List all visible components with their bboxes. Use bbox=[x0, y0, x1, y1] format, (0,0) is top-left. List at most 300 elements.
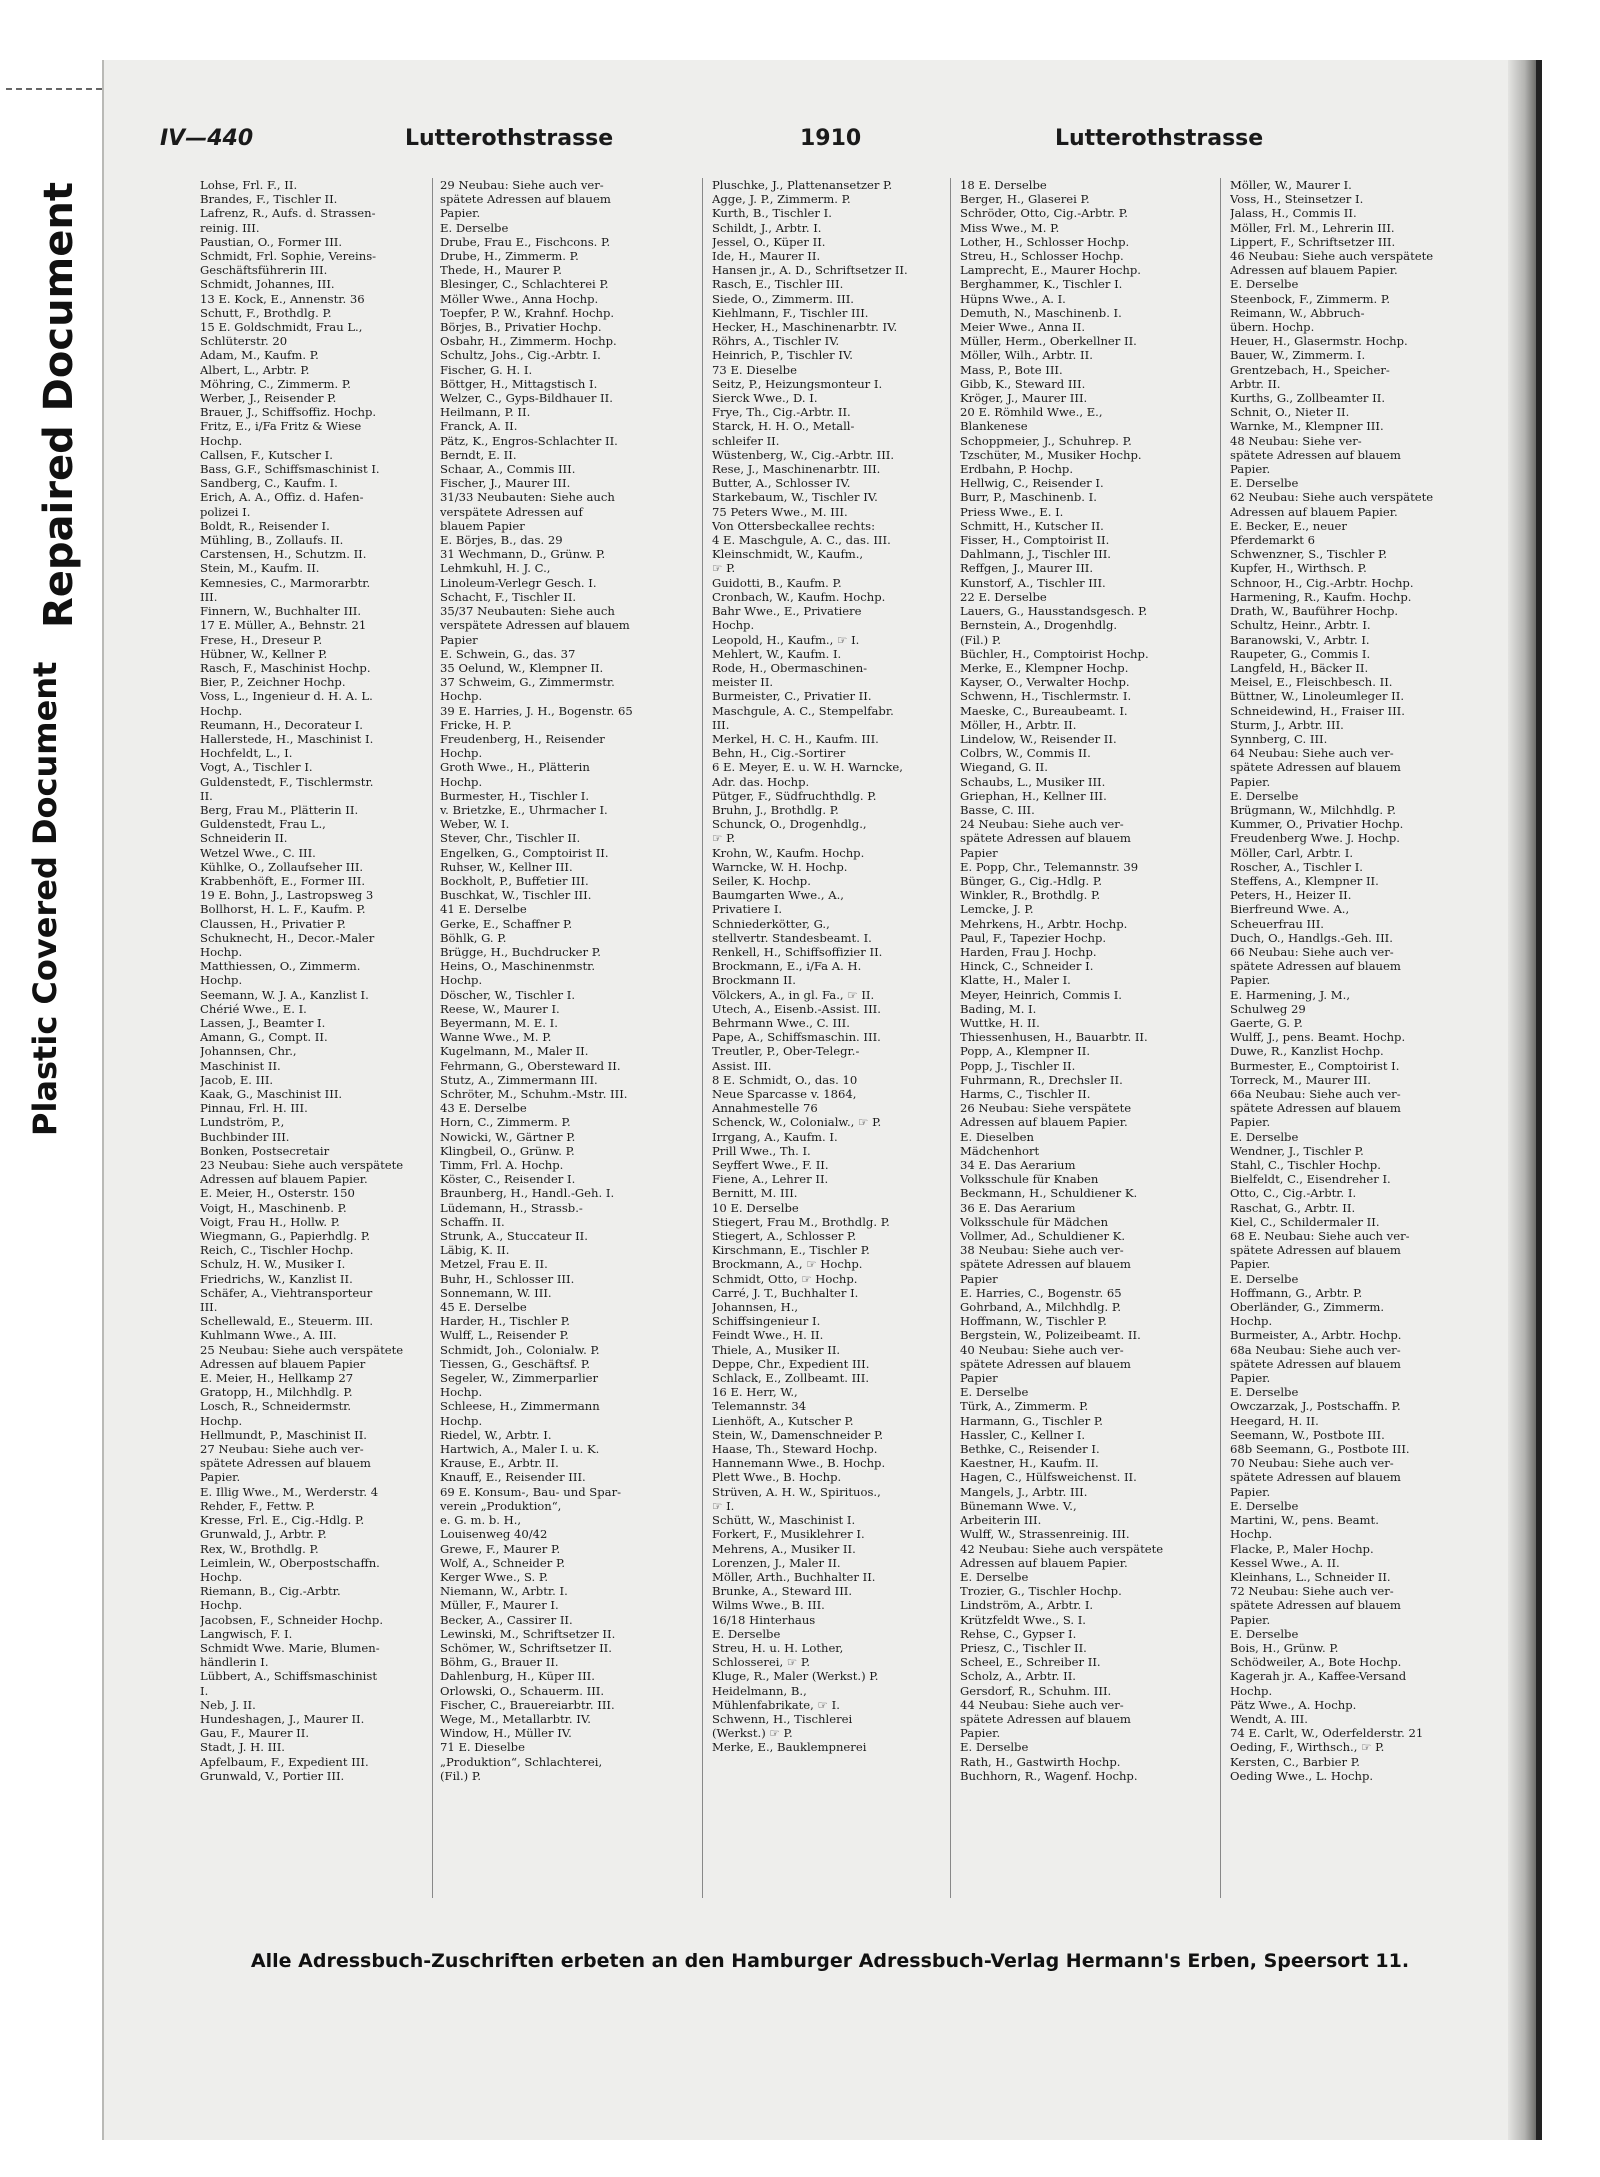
directory-entry: Berger, H., Glaserei P. bbox=[960, 192, 1090, 207]
directory-entry: 44 Neubau: Siehe auch ver- bbox=[960, 1697, 1124, 1712]
directory-entry: Mühlenfabrikate, ☞ I. bbox=[712, 1697, 840, 1712]
directory-entry: Schoppmeier, J., Schuhrep. P. bbox=[960, 433, 1132, 448]
directory-entry: Schnoor, H., Cig.-Arbtr. Hochp. bbox=[1230, 575, 1414, 590]
directory-entry: Knauff, E., Reisender III. bbox=[440, 1470, 586, 1485]
directory-entry: Bahr Wwe., E., Privatiere bbox=[712, 604, 862, 619]
directory-entry: Freudenberg, H., Reisender bbox=[440, 731, 605, 746]
directory-entry: Bünemann Wwe. V., bbox=[960, 1498, 1077, 1513]
directory-entry: 34 E. Das Aerarium bbox=[960, 1158, 1076, 1173]
directory-entry: Papier. bbox=[200, 1470, 241, 1485]
directory-entry: Bier, P., Zeichner Hochp. bbox=[200, 675, 346, 690]
directory-entry: Becker, A., Cassirer II. bbox=[440, 1612, 573, 1627]
directory-entry: Kuhlmann Wwe., A. III. bbox=[200, 1328, 337, 1343]
directory-entry: Mehrens, A., Musiker II. bbox=[712, 1541, 856, 1556]
directory-entry: Lorenzen, J., Maler II. bbox=[712, 1555, 841, 1570]
directory-entry: Schleese, H., Zimmermann bbox=[440, 1399, 600, 1414]
directory-entry: Wüstenberg, W., Cig.-Arbtr. III. bbox=[712, 447, 895, 462]
directory-entry: Finnern, W., Buchhalter III. bbox=[200, 604, 362, 619]
directory-entry: Schneidewind, H., Fraiser III. bbox=[1230, 703, 1405, 718]
directory-entry: spätete Adressen auf blauem bbox=[960, 1711, 1131, 1726]
directory-entry: Bierfreund Wwe. A., bbox=[1230, 902, 1350, 917]
directory-entry: Segeler, W., Zimmerparlier bbox=[440, 1371, 599, 1386]
directory-entry: Wilms Wwe., B. III. bbox=[712, 1598, 825, 1613]
directory-entry: Wendner, J., Tischler P. bbox=[1230, 1143, 1364, 1158]
directory-entry: spätete Adressen auf blauem bbox=[960, 1356, 1131, 1371]
directory-entry: Neb, J. II. bbox=[200, 1697, 256, 1712]
directory-entry: Kresse, Frl. E., Cig.-Hdlg. P. bbox=[200, 1513, 365, 1528]
directory-entry: Wetzel Wwe., C. III. bbox=[200, 845, 316, 860]
directory-entry: Lundström, P., bbox=[200, 1115, 285, 1130]
directory-entry: Schiffsingenieur I. bbox=[712, 1314, 821, 1329]
directory-entry: spätete Adressen auf blauem bbox=[1230, 1470, 1401, 1485]
directory-entry: Synnberg, C. III. bbox=[1230, 731, 1328, 746]
directory-entry: Voss, H., Steinsetzer I. bbox=[1230, 192, 1364, 207]
directory-entry: Lüdemann, H., Strassb.- bbox=[440, 1200, 583, 1215]
directory-entry: Brockmann, E., i/Fa A. H. bbox=[712, 959, 862, 974]
directory-entry: Kupfer, H., Wirthsch. P. bbox=[1230, 561, 1367, 576]
directory-entry: Bruhn, J., Brothdlg. P. bbox=[712, 802, 839, 817]
directory-entry: Schwenzner, S., Tischler P. bbox=[1230, 547, 1388, 562]
directory-entry: 62 Neubau: Siehe auch verspätete bbox=[1230, 490, 1434, 505]
directory-entry: Braunberg, H., Handl.-Geh. I. bbox=[440, 1186, 615, 1201]
directory-entry: Apfelbaum, F., Expedient III. bbox=[200, 1754, 369, 1769]
directory-entry: Harder, H., Tischler P. bbox=[440, 1314, 570, 1329]
directory-entry: spätete Adressen auf blauem bbox=[1230, 959, 1401, 974]
directory-entry: Meyer, Heinrich, Commis I. bbox=[960, 987, 1122, 1002]
directory-entry: Flacke, P., Maler Hochp. bbox=[1230, 1541, 1374, 1556]
directory-entry: Drath, W., Bauführer Hochp. bbox=[1230, 604, 1399, 619]
directory-entry: Brauer, J., Schiffsoffiz. Hochp. bbox=[200, 405, 377, 420]
directory-entry: Kühlke, O., Zollaufseher III. bbox=[200, 859, 364, 874]
directory-entry: Pütger, F., Südfruchthdlg. P. bbox=[712, 788, 877, 803]
directory-entry: Maeske, C., Bureaubeamt. I. bbox=[960, 703, 1128, 718]
directory-entry: Böttger, H., Mittagstisch I. bbox=[440, 376, 598, 391]
directory-entry: Pferdemarkt 6 bbox=[1230, 533, 1315, 548]
directory-entry: 19 E. Bohn, J., Lastropsweg 3 bbox=[200, 888, 374, 903]
directory-entry: Erdbahn, P. Hochp. bbox=[960, 462, 1074, 477]
directory-entry: Trozier, G., Tischler Hochp. bbox=[960, 1584, 1122, 1599]
year-heading: 1910 bbox=[800, 126, 862, 151]
directory-entry: 16 E. Herr, W., bbox=[712, 1385, 798, 1400]
directory-entry: Warncke, W. H. Hochp. bbox=[712, 859, 848, 874]
directory-entry: Guldenstedt, F., Tischlermstr. bbox=[200, 774, 374, 789]
directory-entry: Heilmann, P. II. bbox=[440, 405, 531, 420]
directory-entry: Fuhrmann, R., Drechsler II. bbox=[960, 1072, 1123, 1087]
directory-entry: Burr, P., Maschinenb. I. bbox=[960, 490, 1097, 505]
directory-entry: Toepfer, P. W., Krahnf. Hochp. bbox=[440, 305, 615, 320]
directory-entry: 22 E. Derselbe bbox=[960, 589, 1047, 604]
directory-entry: 35 Oelund, W., Klempner II. bbox=[440, 660, 604, 675]
directory-entry: Franck, A. II. bbox=[440, 419, 518, 434]
directory-entry: Irrgang, A., Kaufm. I. bbox=[712, 1129, 838, 1144]
directory-entry: Buchhorn, R., Wagenf. Hochp. bbox=[960, 1768, 1138, 1783]
page-header bbox=[160, 126, 1460, 166]
directory-entry: Wulff, J., pens. Beamt. Hochp. bbox=[1230, 1030, 1406, 1045]
directory-entry: Horn, C., Zimmerm. P. bbox=[440, 1115, 571, 1130]
directory-entry: 29 Neubau: Siehe auch ver- bbox=[440, 178, 604, 192]
directory-entry: Fisser, H., Comptoirist II. bbox=[960, 533, 1110, 548]
directory-entry: Rex, W., Brothdlg. P. bbox=[200, 1541, 319, 1556]
directory-entry: Scheuerfrau III. bbox=[1230, 916, 1324, 931]
directory-entry: Möller, H., Arbtr. II. bbox=[960, 717, 1077, 732]
directory-entry: Streu, H. u. H. Lother, bbox=[712, 1640, 844, 1655]
directory-entry: 35/37 Neubauten: Siehe auch bbox=[440, 604, 615, 619]
directory-entry: 24 Neubau: Siehe auch ver- bbox=[960, 817, 1124, 832]
column-rule bbox=[950, 178, 951, 1898]
directory-entry: Wege, M., Metallarbtr. IV. bbox=[440, 1711, 591, 1726]
directory-entry: Gerke, E., Schaffner P. bbox=[440, 916, 573, 931]
directory-entry: Berg, Frau M., Plätterin II. bbox=[200, 802, 359, 817]
directory-entry: Engelken, G., Comptoirist II. bbox=[440, 845, 609, 860]
directory-entry: Lienhöft, A., Kutscher P. bbox=[712, 1413, 854, 1428]
directory-entry: Bauer, W., Zimmerm. I. bbox=[1230, 348, 1366, 363]
directory-entry: Müller, Herm., Oberkellner II. bbox=[960, 334, 1137, 349]
directory-entry: Kurths, G., Zollbeamter II. bbox=[1230, 391, 1385, 406]
directory-entry: Döscher, W., Tischler I. bbox=[440, 987, 576, 1002]
directory-entry: Kaestner, H., Kaufm. II. bbox=[960, 1456, 1099, 1471]
directory-entry: Boldt, R., Reisender I. bbox=[200, 518, 330, 533]
directory-entry: Albert, L., Arbtr. P. bbox=[200, 362, 310, 377]
directory-entry: Bergstein, W., Polizeibeamt. II. bbox=[960, 1328, 1141, 1343]
directory-entry: Langfeld, H., Bäcker II. bbox=[1230, 660, 1369, 675]
directory-entry: Schacht, F., Tischler II. bbox=[440, 589, 577, 604]
directory-entry: ☞ P. bbox=[712, 831, 736, 846]
directory-entry: Freudenberg Wwe. J. Hochp. bbox=[1230, 831, 1400, 846]
directory-entry: Jacobsen, F., Schneider Hochp. bbox=[200, 1612, 384, 1627]
directory-entry: Thiele, A., Musiker II. bbox=[712, 1342, 841, 1357]
directory-entry: 42 Neubau: Siehe auch verspätete bbox=[960, 1541, 1164, 1556]
directory-entry: spätete Adressen auf blauem bbox=[960, 1257, 1131, 1272]
directory-entry: Gohrband, A., Milchhdlg. P. bbox=[960, 1300, 1122, 1315]
directory-entry: E. Derselbe bbox=[1230, 476, 1299, 491]
directory-entry: III. bbox=[712, 717, 730, 732]
directory-entry: Türk, A., Zimmerm. P. bbox=[960, 1399, 1089, 1414]
directory-entry: E. Popp, Chr., Telemannstr. 39 bbox=[960, 859, 1139, 874]
directory-entry: verspätete Adressen auf blauem bbox=[440, 618, 630, 633]
directory-entry: Lamprecht, E., Maurer Hochp. bbox=[960, 263, 1141, 278]
directory-entry: Schäfer, A., Viehtransporteur bbox=[200, 1285, 373, 1300]
directory-entry: Kagerah jr. A., Kaffee-Versand bbox=[1230, 1669, 1407, 1684]
directory-entry: Brügge, H., Buchdrucker P. bbox=[440, 944, 601, 959]
directory-entry: Möhring, C., Zimmerm. P. bbox=[200, 376, 351, 391]
directory-entry: Hundeshagen, J., Maurer II. bbox=[200, 1711, 365, 1726]
directory-entry: Wuttke, H. II. bbox=[960, 1015, 1040, 1030]
directory-entry: Sierck Wwe., D. I. bbox=[712, 391, 818, 406]
directory-entry: Wulff, W., Strassenreinig. III. bbox=[960, 1527, 1130, 1542]
directory-entry: 31 Wechmann, D., Grünw. P. bbox=[440, 547, 606, 562]
directory-entry: Heuer, H., Glasermstr. Hochp. bbox=[1230, 334, 1408, 349]
directory-entry: Butter, A., Schlosser IV. bbox=[712, 476, 851, 491]
directory-entry: Schultz, Johs., Cig.-Arbtr. I. bbox=[440, 348, 601, 363]
directory-entry: 66 Neubau: Siehe auch ver- bbox=[1230, 944, 1394, 959]
directory-entry: spätete Adressen auf blauem bbox=[1230, 760, 1401, 775]
directory-entry: 26 Neubau: Siehe verspätete bbox=[960, 1101, 1132, 1116]
street-heading-right: Lutterothstrasse bbox=[1055, 126, 1264, 151]
directory-entry: (Fil.) P. bbox=[440, 1768, 482, 1783]
directory-entry: Lehmkuhl, H. J. C., bbox=[440, 561, 551, 576]
directory-entry: Timm, Frl. A. Hochp. bbox=[440, 1158, 564, 1173]
directory-entry: Möller, Arth., Buchhalter II. bbox=[712, 1569, 876, 1584]
directory-entry: Krohn, W., Kaufm. Hochp. bbox=[712, 845, 865, 860]
directory-entry: Schnit, O., Nieter II. bbox=[1230, 405, 1350, 420]
directory-entry: E. Derselbe bbox=[1230, 788, 1299, 803]
repaired-document-label: Repaired Document bbox=[36, 182, 82, 628]
directory-entry: Brügmann, W., Milchhdlg. P. bbox=[1230, 802, 1396, 817]
directory-entry: Heegard, H. II. bbox=[1230, 1413, 1319, 1428]
directory-entry: Schröder, Otto, Cig.-Arbtr. P. bbox=[960, 206, 1128, 221]
directory-entry: Berndt, E. II. bbox=[440, 447, 517, 462]
directory-entry: Kugelmann, M., Maler II. bbox=[440, 1044, 589, 1059]
directory-entry: 72 Neubau: Siehe auch ver- bbox=[1230, 1584, 1394, 1599]
directory-entry: spätete Adressen auf blauem bbox=[1230, 1243, 1401, 1258]
directory-entry: Möller, Frl. M., Lehrerin III. bbox=[1230, 220, 1395, 235]
directory-entry: Schwenn, H., Tischlerei bbox=[712, 1711, 853, 1726]
directory-entry: (Fil.) P. bbox=[960, 632, 1002, 647]
directory-entry: Merke, E., Bauklempnerei bbox=[712, 1740, 867, 1755]
directory-entry: Fricke, H. P. bbox=[440, 717, 512, 732]
directory-entry: E. Derselbe bbox=[1230, 1385, 1299, 1400]
directory-entry: 38 Neubau: Siehe auch ver- bbox=[960, 1243, 1124, 1258]
directory-entry: Lübbert, A., Schiffsmaschinist bbox=[200, 1669, 377, 1684]
directory-entry: Wanne Wwe., M. P. bbox=[440, 1030, 552, 1045]
directory-entry: Reese, W., Maurer I. bbox=[440, 1001, 560, 1016]
directory-entry: spätete Adressen auf blauem bbox=[440, 192, 611, 207]
directory-entry: Geschäftsführerin III. bbox=[200, 263, 328, 278]
directory-entry: Leimlein, W., Oberpostschaffn. bbox=[200, 1555, 380, 1570]
directory-entry: Mädchenhort bbox=[960, 1143, 1040, 1158]
directory-entry: Bethke, C., Reisender I. bbox=[960, 1442, 1100, 1457]
directory-entry: Reffgen, J., Maurer III. bbox=[960, 561, 1094, 576]
directory-entry: Rehse, C., Gypser I. bbox=[960, 1626, 1077, 1641]
directory-entry: Frye, Th., Cig.-Arbtr. II. bbox=[712, 405, 851, 420]
directory-entry: Johannsen, Chr., bbox=[200, 1044, 297, 1059]
directory-entry: Hoffmann, W., Tischler P. bbox=[960, 1314, 1107, 1329]
directory-entry: Papier. bbox=[1230, 774, 1271, 789]
directory-entry: Papier bbox=[960, 1271, 998, 1286]
directory-entry: Merke, E., Klempner Hochp. bbox=[960, 660, 1129, 675]
directory-entry: Maschgule, A. C., Stempelfabr. bbox=[712, 703, 894, 718]
directory-entry: Bernstein, A., Drogenhdlg. bbox=[960, 618, 1118, 633]
directory-entry: Guldenstedt, Frau L., bbox=[200, 817, 326, 832]
directory-entry: Hochp. bbox=[1230, 1527, 1273, 1542]
directory-entry: II. bbox=[200, 788, 213, 803]
directory-entry: Frese, H., Dreseur P. bbox=[200, 632, 323, 647]
directory-entry: Lindelow, W., Reisender II. bbox=[960, 731, 1117, 746]
directory-entry: Grunwald, J., Arbtr. P. bbox=[200, 1527, 327, 1542]
directory-entry: 71 E. Dieselbe bbox=[440, 1740, 525, 1755]
directory-entry: Hochp. bbox=[200, 1569, 243, 1584]
directory-entry: Voigt, H., Maschinenb. P. bbox=[200, 1200, 347, 1215]
directory-entry: 17 E. Müller, A., Behnstr. 21 bbox=[200, 618, 367, 633]
directory-entry: Kleinschmidt, W., Kaufm., bbox=[712, 547, 864, 562]
directory-entry: 27 Neubau: Siehe auch ver- bbox=[200, 1442, 364, 1457]
directory-entry: Hellwig, C., Reisender I. bbox=[960, 476, 1104, 491]
directory-entry: Hochp. bbox=[712, 618, 755, 633]
directory-entry: 15 E. Goldschmidt, Frau L., bbox=[200, 320, 363, 335]
directory-entry: Pape, A., Schiffsmaschin. III. bbox=[712, 1030, 881, 1045]
directory-entry: Strüven, A. H. W., Spirituos., bbox=[712, 1484, 881, 1499]
directory-entry: Meisel, E., Fleischbesch. II. bbox=[1230, 675, 1393, 690]
directory-entry: Duch, O., Handlgs.-Geh. III. bbox=[1230, 930, 1393, 945]
directory-entry: spätete Adressen auf blauem bbox=[1230, 1356, 1401, 1371]
directory-entry: Hochfeldt, L., I. bbox=[200, 746, 293, 761]
directory-entry: Hüpns Wwe., A. I. bbox=[960, 291, 1066, 306]
directory-entry: Fritz, E., i/Fa Fritz & Wiese bbox=[200, 419, 362, 434]
directory-entry: Mangels, J., Arbtr. III. bbox=[960, 1484, 1088, 1499]
directory-entry: 68 E. Neubau: Siehe auch ver- bbox=[1230, 1229, 1410, 1244]
directory-entry: Bading, M. I. bbox=[960, 1001, 1037, 1016]
directory-entry: E. Derselbe bbox=[1230, 1626, 1299, 1641]
directory-entry: Welzer, C., Gyps-Bildhauer II. bbox=[440, 391, 613, 406]
directory-entry: Möller, W., Maurer I. bbox=[1230, 178, 1352, 192]
directory-entry: Oeding Wwe., L. Hochp. bbox=[1230, 1768, 1374, 1783]
directory-entry: Steffens, A., Klempner II. bbox=[1230, 873, 1379, 888]
directory-entry: Oberländer, G., Zimmerm. bbox=[1230, 1300, 1385, 1315]
directory-entry: Fehrmann, G., Obersteward II. bbox=[440, 1058, 621, 1073]
directory-entry: Sandberg, C., Kaufm. I. bbox=[200, 476, 338, 491]
directory-entry: Sturm, J., Arbtr. III. bbox=[1230, 717, 1344, 732]
directory-entry: Jacob, E. III. bbox=[200, 1072, 274, 1087]
directory-entry: Gaerte, G. P. bbox=[1230, 1015, 1303, 1030]
directory-entry: Hochp. bbox=[1230, 1314, 1273, 1329]
directory-entry: Schlüterstr. 20 bbox=[200, 334, 288, 349]
directory-entry: Blankenese bbox=[960, 419, 1028, 434]
column-rule bbox=[1220, 178, 1221, 1898]
directory-entry: Siede, O., Zimmerm. III. bbox=[712, 291, 854, 306]
directory-entry: E. Derselbe bbox=[1230, 1129, 1299, 1144]
directory-entry: (Werkst.) ☞ P. bbox=[712, 1726, 793, 1741]
directory-entry: E. Harries, C., Bogenstr. 65 bbox=[960, 1285, 1122, 1300]
directory-entry: e. G. m. b. H., bbox=[440, 1513, 522, 1528]
directory-entry: Starkebaum, W., Tischler IV. bbox=[712, 490, 878, 505]
directory-entry: Buhr, H., Schlosser III. bbox=[440, 1271, 575, 1286]
directory-entry: Mehlert, W., Kaufm. I. bbox=[712, 646, 842, 661]
directory-entry: E. Derselbe bbox=[1230, 277, 1299, 292]
directory-entry: Colbrs, W., Commis II. bbox=[960, 746, 1091, 761]
directory-entry: Hochp. bbox=[200, 1598, 243, 1613]
directory-entry: Seyffert Wwe., F. II. bbox=[712, 1158, 829, 1173]
directory-entry: Bielfeldt, C., Eisendreher I. bbox=[1230, 1172, 1391, 1187]
directory-entry: spätete Adressen auf blauem bbox=[1230, 1598, 1401, 1613]
directory-entry: Linoleum-Verlegr Gesch. I. bbox=[440, 575, 597, 590]
directory-entry: Klatte, H., Maler I. bbox=[960, 973, 1071, 988]
directory-entry: Hochp. bbox=[440, 746, 483, 761]
directory-entry: Gersdorf, R., Schuhm. III. bbox=[960, 1683, 1112, 1698]
directory-entry: E. Harmening, J. M., bbox=[1230, 987, 1351, 1002]
directory-entry: Osbahr, H., Zimmerm. Hochp. bbox=[440, 334, 617, 349]
directory-entry: Johannsen, H., bbox=[712, 1300, 799, 1315]
directory-entry: Renkell, H., Schiffsoffizier II. bbox=[712, 944, 883, 959]
directory-entry: Assist. III. bbox=[712, 1058, 772, 1073]
directory-entry: Tzschüter, M., Musiker Hochp. bbox=[960, 447, 1142, 462]
directory-entry: E. Illig Wwe., M., Werderstr. 4 bbox=[200, 1484, 379, 1499]
directory-entry: Wolf, A., Schneider P. bbox=[440, 1555, 566, 1570]
directory-entry: Papier. bbox=[440, 206, 481, 221]
directory-entry: ☞ P. bbox=[712, 561, 736, 576]
side-strip bbox=[0, 0, 100, 2177]
book-spine-edge bbox=[1536, 60, 1542, 2140]
directory-entry: Bois, H., Grünw. P. bbox=[1230, 1640, 1339, 1655]
directory-entry: Adressen auf blauem Papier. bbox=[200, 1172, 368, 1187]
directory-entry: Niemann, W., Arbtr. I. bbox=[440, 1584, 568, 1599]
directory-entry: Steenbock, F., Zimmerm. P. bbox=[1230, 291, 1391, 306]
directory-entry: Weber, W. I. bbox=[440, 817, 510, 832]
directory-entry: Papier. bbox=[1230, 1612, 1271, 1627]
directory-entry: E. Derselbe bbox=[1230, 1498, 1299, 1513]
directory-entry: Harmening, R., Kaufm. Hochp. bbox=[1230, 589, 1412, 604]
directory-entry: Dahlmann, J., Tischler III. bbox=[960, 547, 1111, 562]
directory-entry: Hochp. bbox=[200, 433, 243, 448]
directory-entry: 25 Neubau: Siehe auch verspätete bbox=[200, 1342, 404, 1357]
directory-entry: Jalass, H., Commis II. bbox=[1230, 206, 1357, 221]
directory-entry: Chérié Wwe., E. I. bbox=[200, 1001, 307, 1016]
directory-entry: Schildt, J., Arbtr. I. bbox=[712, 220, 822, 235]
directory-entry: Kluge, R., Maler (Werkst.) P. bbox=[712, 1669, 879, 1684]
directory-entry: Roscher, A., Tischler I. bbox=[1230, 859, 1363, 874]
directory-entry: „Produktion“, Schlachterei, bbox=[440, 1754, 603, 1769]
directory-entry: Rath, H., Gastwirth Hochp. bbox=[960, 1754, 1121, 1769]
directory-entry: Fiene, A., Lehrer II. bbox=[712, 1172, 829, 1187]
directory-entry: Priesz, C., Tischler II. bbox=[960, 1640, 1087, 1655]
directory-entry: Prill Wwe., Th. I. bbox=[712, 1143, 811, 1158]
directory-entry: 31/33 Neubauten: Siehe auch bbox=[440, 490, 615, 505]
directory-entry: Papier. bbox=[1230, 1371, 1271, 1386]
directory-entry: Stein, M., Kaufm. II. bbox=[200, 561, 320, 576]
directory-entry: Stahl, C., Tischler Hochp. bbox=[1230, 1158, 1381, 1173]
directory-entry: Orlowski, O., Schauerm. III. bbox=[440, 1683, 605, 1698]
directory-entry: 13 E. Kock, E., Annenstr. 36 bbox=[200, 291, 365, 306]
directory-entry: Kaak, G., Maschinist III. bbox=[200, 1087, 343, 1101]
directory-entry: Läbig, K. II. bbox=[440, 1243, 510, 1258]
directory-entry: spätete Adressen auf blauem bbox=[960, 831, 1131, 846]
directory-entry: Rode, H., Obermaschinen- bbox=[712, 660, 868, 675]
directory-entry: spätete Adressen auf blauem bbox=[200, 1456, 371, 1471]
directory-entry: Brunke, A., Steward III. bbox=[712, 1584, 853, 1599]
directory-entry: Adressen auf blauem Papier. bbox=[1230, 504, 1398, 519]
directory-entry: Schenck, W., Colonialw., ☞ P. bbox=[712, 1115, 882, 1130]
directory-entry: Hansen jr., A. D., Schriftsetzer II. bbox=[712, 263, 908, 278]
directory-entry: Pinnau, Frl. H. III. bbox=[200, 1101, 308, 1116]
directory-entry: III. bbox=[200, 589, 218, 604]
directory-entry: Bonken, Postsecretair bbox=[200, 1143, 330, 1158]
directory-entry: Neue Sparcasse v. 1864, bbox=[712, 1087, 857, 1101]
directory-entry: Pluschke, J., Plattenansetzer P. bbox=[712, 178, 893, 192]
directory-entry: Window, H., Müller IV. bbox=[440, 1726, 572, 1741]
directory-entry: spätete Adressen auf blauem bbox=[1230, 1101, 1401, 1116]
directory-entry: E. Dieselben bbox=[960, 1129, 1034, 1144]
directory-entry: Paul, F., Tapezier Hochp. bbox=[960, 930, 1107, 945]
directory-entry: Bollhorst, H. L. F., Kaufm. P. bbox=[200, 902, 366, 917]
directory-entry: Thede, H., Maurer P. bbox=[440, 263, 562, 278]
directory-entry: Burmeister, A., Arbtr. Hochp. bbox=[1230, 1328, 1402, 1343]
directory-entry: verspätete Adressen auf bbox=[440, 504, 583, 519]
directory-entry: Hannemann Wwe., B. Hochp. bbox=[712, 1456, 886, 1471]
directory-entry: Bernitt, M. III. bbox=[712, 1186, 798, 1201]
directory-entry: Otto, C., Cig.-Arbtr. I. bbox=[1230, 1186, 1357, 1201]
directory-entry: Beyermann, M. E. I. bbox=[440, 1015, 558, 1030]
directory-entry: Brandes, F., Tischler II. bbox=[200, 192, 338, 207]
directory-entry: Schaubs, L., Musiker III. bbox=[960, 774, 1106, 789]
directory-entry: Hochp. bbox=[440, 774, 483, 789]
directory-column-2 bbox=[440, 178, 678, 1898]
directory-entry: Müller, F., Maurer I. bbox=[440, 1598, 559, 1613]
directory-entry: Jessel, O., Küper II. bbox=[712, 234, 826, 249]
directory-entry: Schmidt, Joh., Colonialw. P. bbox=[440, 1342, 600, 1357]
directory-entry: Hoffmann, G., Arbtr. P. bbox=[1230, 1285, 1363, 1300]
directory-entry: Annahmestelle 76 bbox=[712, 1101, 818, 1116]
directory-entry: Paustian, O., Former III. bbox=[200, 234, 343, 249]
directory-column-5 bbox=[1230, 178, 1468, 1898]
